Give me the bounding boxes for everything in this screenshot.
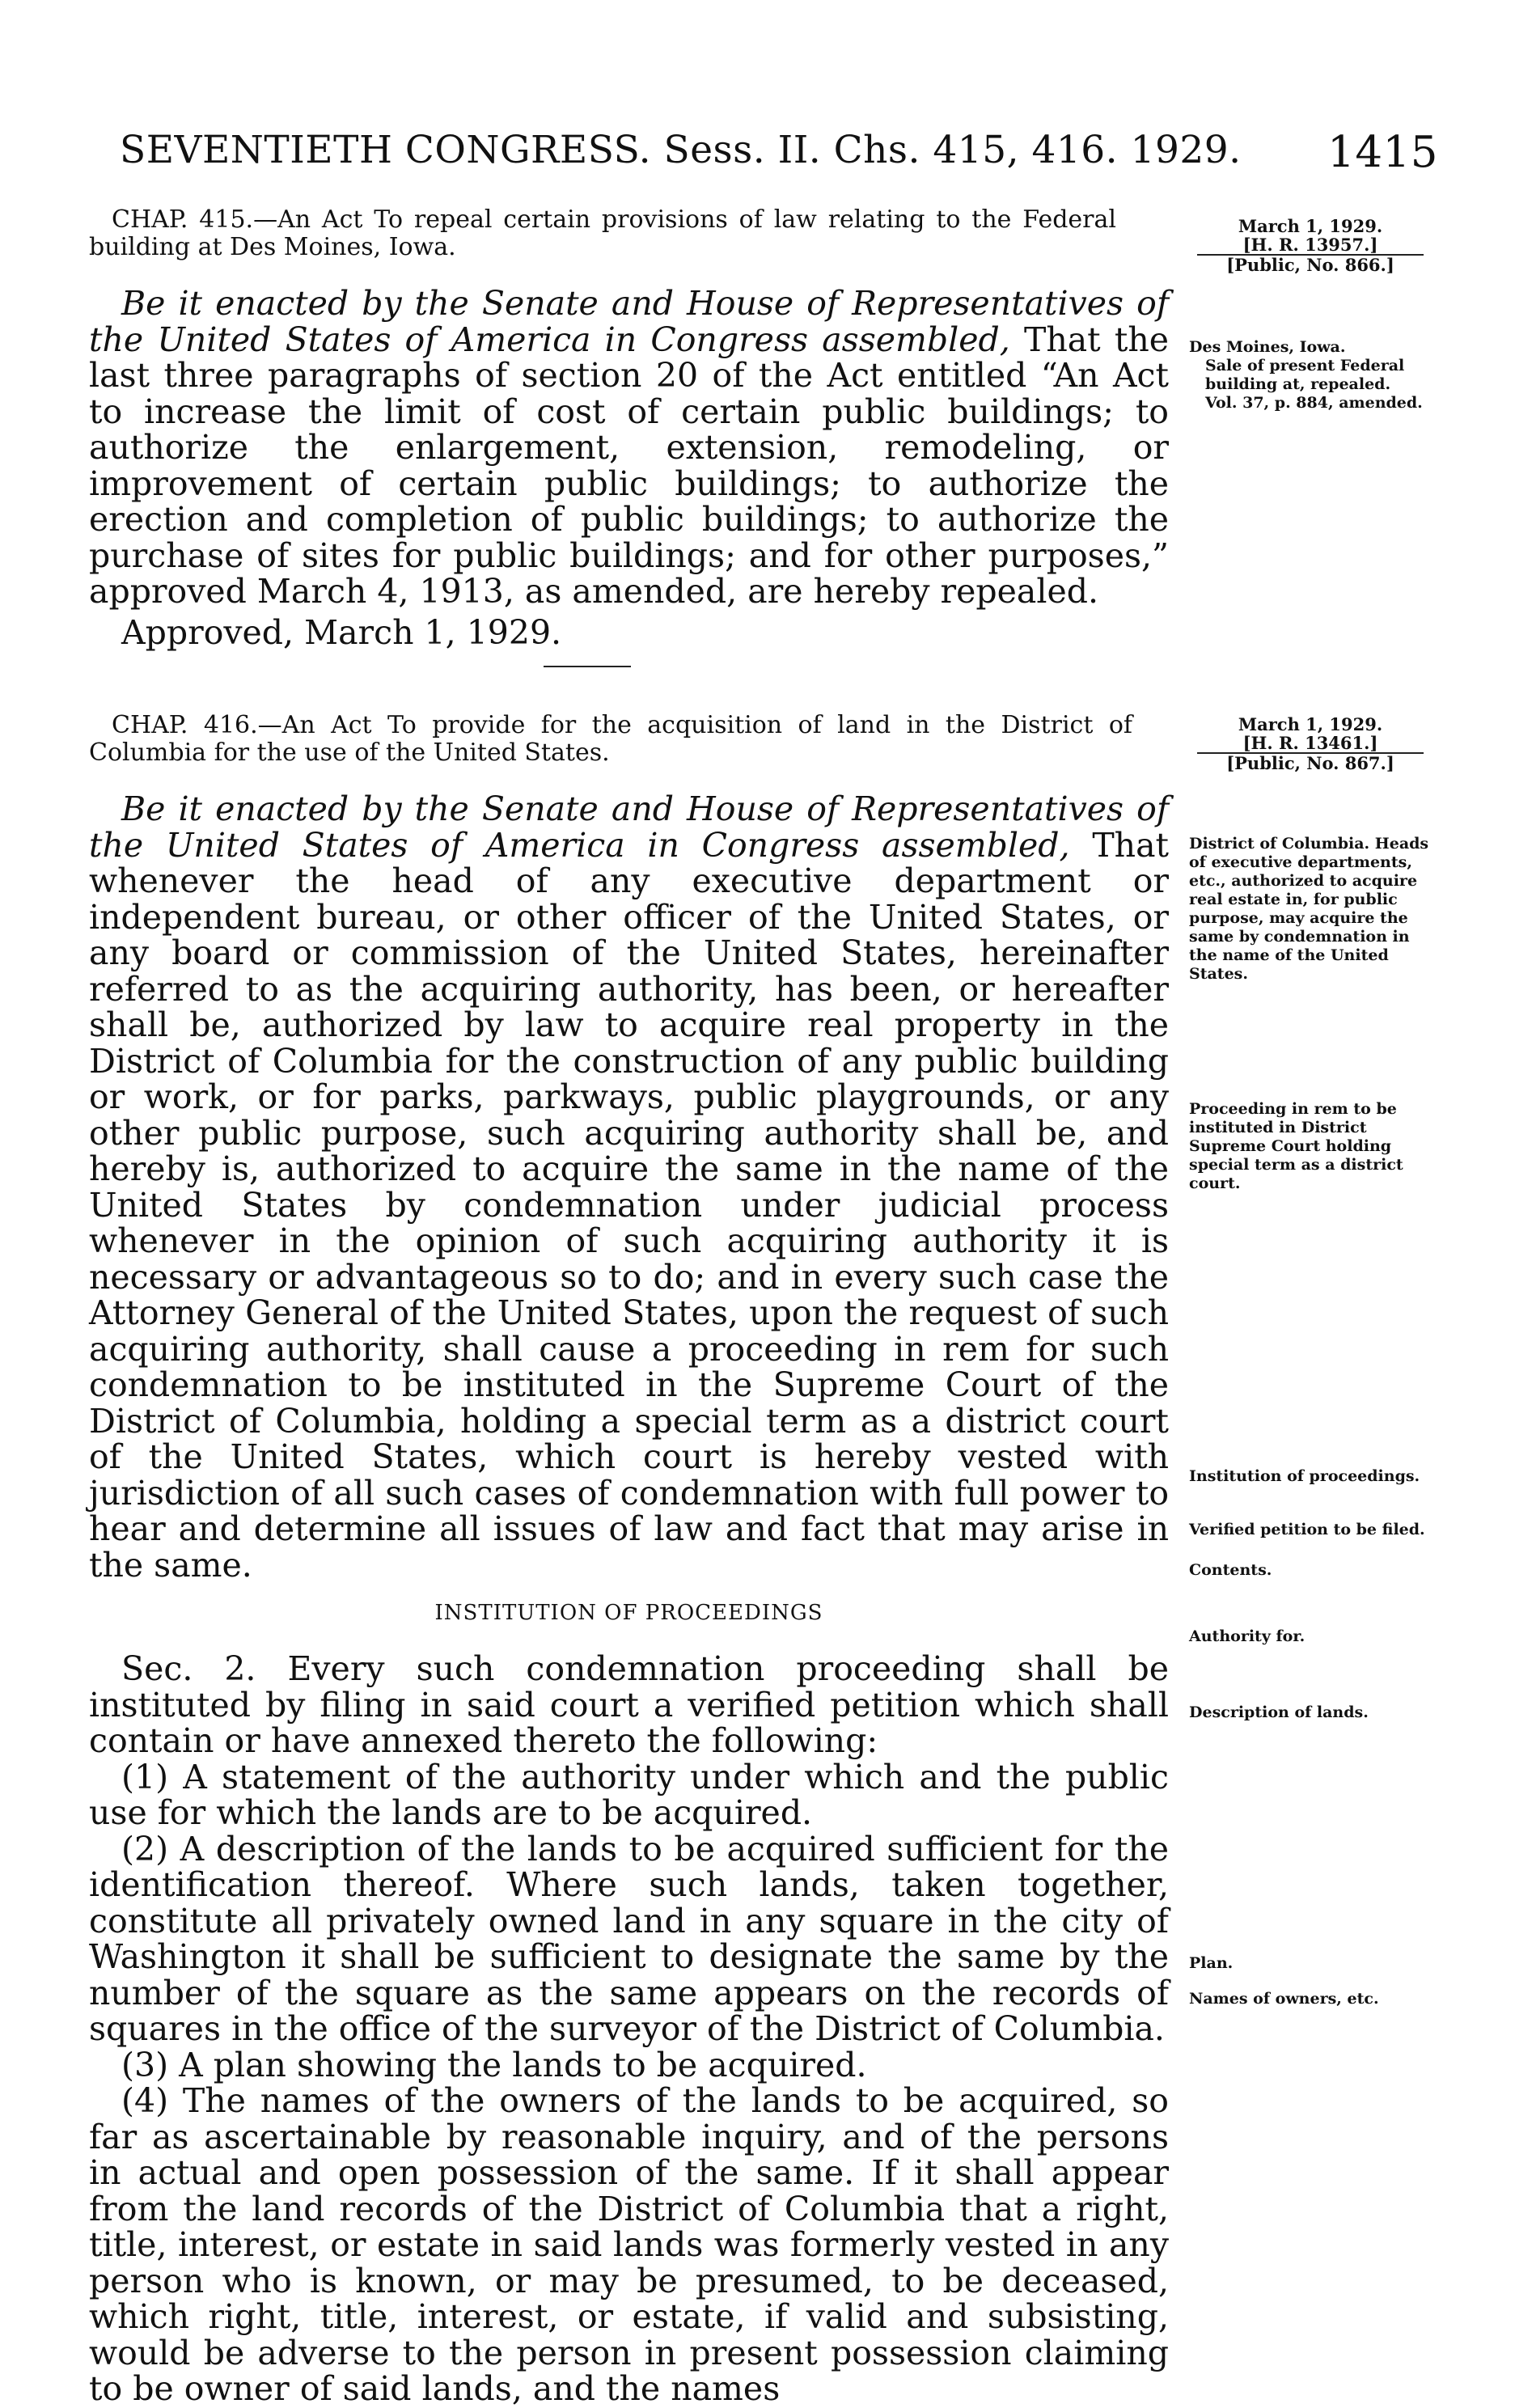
chapter-416-section-1 [89,791,1169,1583]
chapter-416-dates [1197,715,1424,772]
margin-note: Institution of proceedings. [1189,1467,1420,1485]
section-1-body: That whenever the head of any executive department or independent bureau, or other officer of the United States, or any board or commission of the United States, hereinafter referred to as the acquiring authority, has been, or hereafter shall be, authorized by law to acquire real property in the District of Columbia for the construction of any public building or work, or for parks, parkways, public playgrounds, or any other public purpose, such acquiring authority shall be, and hereby is, authorized to acquire the same in the name of the United States by condemnation under judicial process whenever in the opinion of such acquiring authority it is necessary or advantageous so to do; and in every such case the Attorney General of the United States, upon the request of such acquiring authority, shall cause a proceeding in rem for such condemnation to be instituted in the Supreme Court of the District of Columbia, holding a special term as a district court of the United States, which court is hereby vested with jurisdiction of all such cases of condemnation with full power to hear and determine all issues of law and fact that may arise in the same. [89,825,1169,1585]
approved-line: Approved, March 1, 1929. [121,612,562,652]
chapter-416-public-no: [Public, No. 867.] [1226,753,1394,773]
chapter-415-body: That the last three paragraphs of section 20 of the Act entitled “An Act to increase the limit of cost of certain public buildings; to authorize the enlargement, extension, remodeling, or improvement of certain public buildings; to authorize the erection and completion of public buildings; to authorize the purchase of sites for public buildings; and for other purposes,” approved March 4, 1913, as amended, are hereby repealed. [89,320,1169,611]
chapter-416-title: CHAP. 416.—An Act To provide for the acquisition of land in the District of Columbia for the use of the United States. [89,711,1132,767]
chapter-415-text [89,286,1169,610]
margin-note: Proceeding in rem to be instituted in District Supreme Court holding special term as a district court. [1189,1100,1403,1192]
margin-note: Des Moines, Iowa. [1189,338,1346,356]
margin-note: Sale of present Federal building at, repealed. [1205,357,1405,393]
chapter-416 [89,712,1169,2407]
chapter-415-public-no: [Public, No. 866.] [1226,255,1394,275]
running-head: SEVENTIETH CONGRESS. Sess. II. Chs. 415, 416. 1929. [120,128,1242,172]
section-caption: INSTITUTION OF PROCEEDINGS [434,1601,823,1625]
margin-note: Vol. 37, p. 884, amended. [1205,394,1423,412]
chapter-416-bill: [H. R. 13461.] [1197,734,1424,754]
chapter-416-date: March 1, 1929. [1238,714,1383,734]
chapter-415-title: CHAP. 415.—An Act To repeal certain provisions of law relating to the Federal building at Des Moines, Iowa. [89,205,1116,261]
chapter-415-margin-notes [1189,338,1436,413]
chapter-415-dates [1197,217,1424,274]
enacting-clause-415: Be it enacted by the Senate and House of Representatives of the United States of America in Congress assembled, [89,284,1169,359]
section-divider [544,666,631,667]
margin-note: Contents. [1189,1561,1272,1579]
margin-note: Names of owners, etc. [1189,1990,1379,2008]
item-3: (3) A plan showing the lands to be acquired. [121,2045,867,2084]
margin-note: Description of lands. [1189,1703,1369,1721]
margin-note: District of Columbia. Heads of executive departments, etc., authorized to acquire real estate in, for public purpose, may acquire the same by condemnation in the name of the United States. [1189,835,1429,983]
chapter-415-bill: [H. R. 13957.] [1197,235,1424,256]
margin-note: Verified petition to be filed. [1189,1521,1425,1538]
item-4: (4) The names of the owners of the lands to be acquired, so far as ascertainable by reasonable inquiry, and of the persons in actual and open possession of the same. If it shall appear from the land records of the District of Columbia that a right, title, interest, or estate in said lands was formerly vested in any person who is known, or may be presumed, to be deceased, which right, title, interest, or estate, if valid and subsisting, would be adverse to the person in present possession claiming to be owner of said lands, and the names [89,2081,1169,2408]
chapter-415 [89,206,1169,650]
enacting-clause-416: Be it enacted by the Senate and House of Representatives of the United States of America in Congress assembled, [89,789,1169,865]
section-2: Sec. 2. Every such condemnation proceeding shall be instituted by filing in said court a verified petition which shall contain or have annexed thereto the following: [89,1649,1169,1760]
margin-note: Authority for. [1189,1627,1306,1645]
chapter-415-date: March 1, 1929. [1238,216,1383,236]
item-1: (1) A statement of the authority under which and the public use for which the lands are to be acquired. [89,1757,1169,1832]
margin-note: Plan. [1189,1954,1234,1972]
page-number: 1415 [1327,128,1438,177]
item-2: (2) A description of the lands to be acquired sufficient for the identification thereof. Where such lands, taken together, constitute all privately owned land in any square in the city of Washington it shall be sufficient to designate the same by the number of the square as the same appears on the records of squares in the office of the surveyor of the District of Columbia. [89,1829,1169,2048]
